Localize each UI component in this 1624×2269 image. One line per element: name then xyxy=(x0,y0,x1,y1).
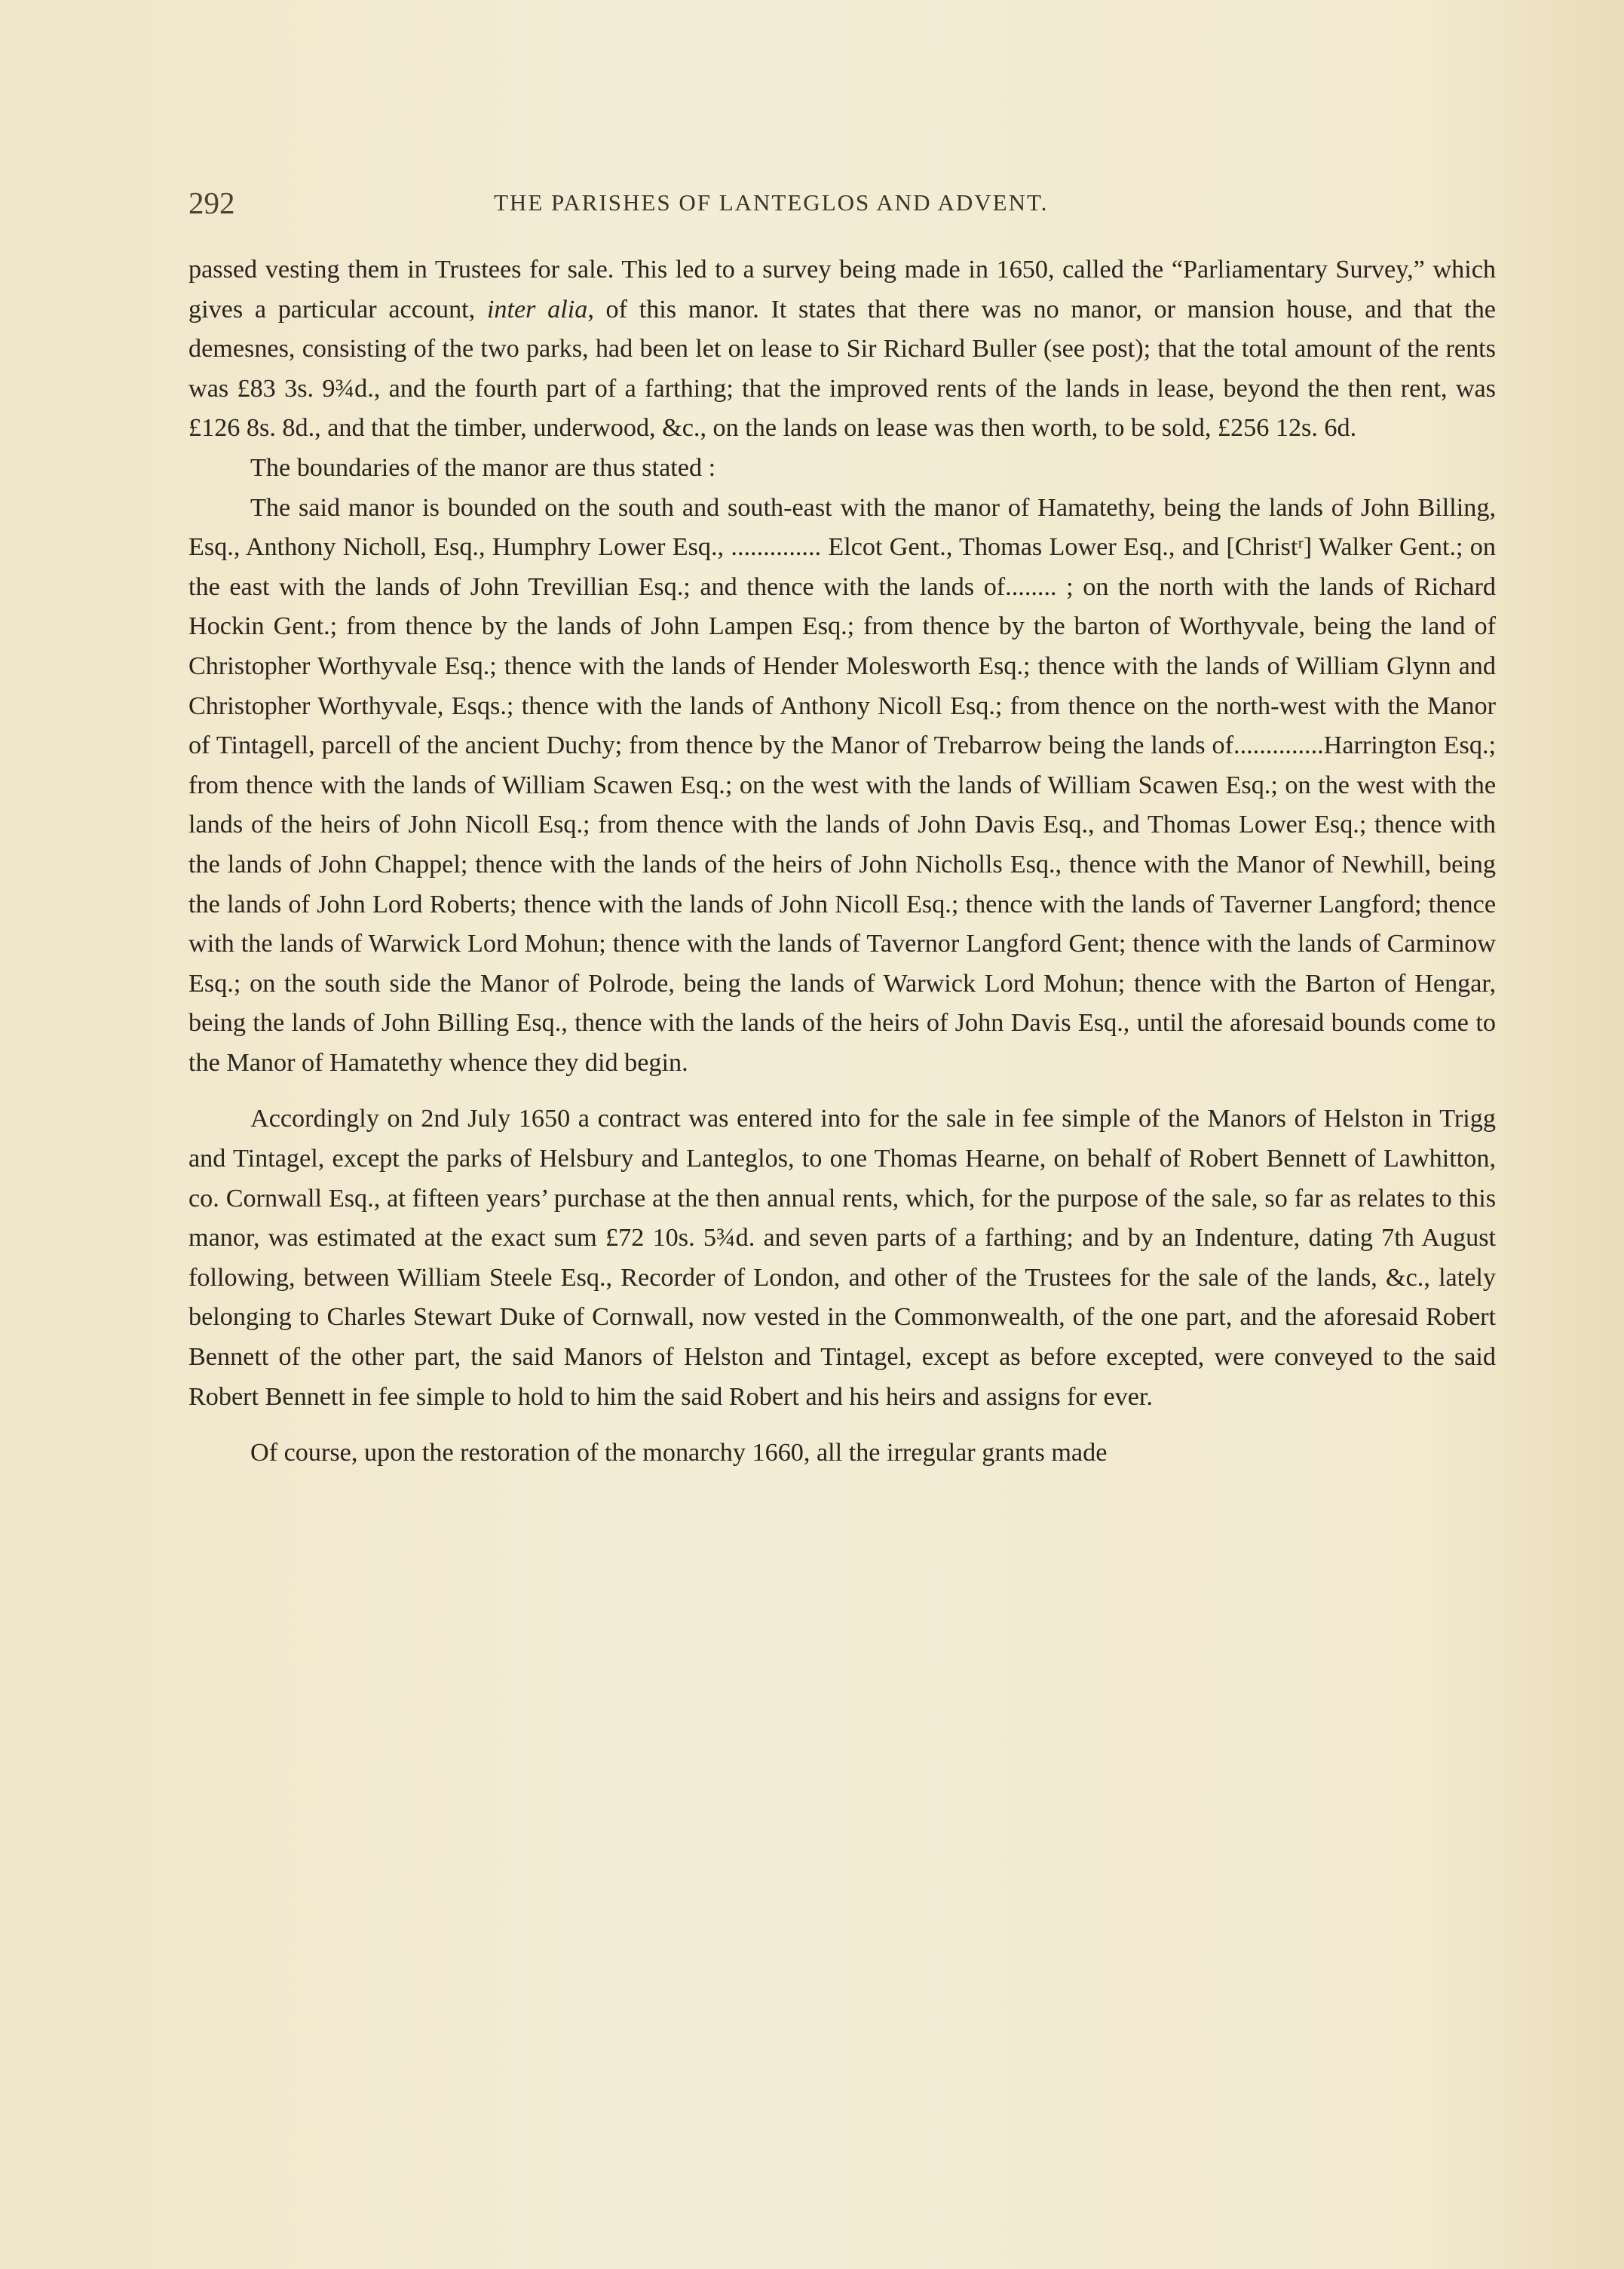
survey-text-start: passed vesting them in Trustees for sale. This led to a survey being made in 1650, called the “Parliamentary Survey,” which gives a particular account, xyxy=(188,256,1496,323)
paragraph-contract: Accordingly on 2nd July 1650 a contract was entered into for the sale in fee simple of the Manors of Helston in Trigg and Tintagel, except the parks of Helsbury and Lanteglos, to one Thomas Hearne, on behalf of Robert Bennett of Lawhitton, co. Cornwall Esq., at fifteen years’ purchase at the then annual rents, which, for the purpose of the sale, so far as relates to this manor, was estimated at the exact sum £72 10s. 5¾d. and seven parts of a farthing; and by an Indenture, dating 7th August following, between William Steele Esq., Recorder of London, and other of the Trustees for the sale of the lands, &c., lately belonging to Charles Stewart Duke of Cornwall, now vested in the Commonwealth, of the one part, and the aforesaid Robert Bennett of the other part, the said Manors of Helston and Tintagel, except as before excepted, were conveyed to the said Robert Bennett in fee simple to hold to him the said Robert and his heirs and assigns for ever. xyxy=(188,1105,1496,1411)
paragraph-restoration: Of course, upon the restoration of the monarchy 1660, all the irregular grants made xyxy=(250,1439,1108,1467)
paragraph-boundaries-intro: The boundaries of the manor are thus stated : xyxy=(250,453,716,482)
page-header xyxy=(188,185,1493,222)
paragraph-survey xyxy=(188,250,1496,449)
body-text xyxy=(188,250,1496,1473)
survey-text-end: , of this manor. It states that there was no manor, or mansion house, and that the demesnes, consisting of the two parks, had been let on lease to Sir Richard Buller (see post); that the total amount of the rents was £83 3s. 9¾d., and the fourth part of a farthing; that the improved rents of the lands in lease, beyond the then rent, was £126 8s. 8d., and that the timber, underwood, &c., on the lands on lease was then worth, to be sold, £256 12s. 6d. xyxy=(188,295,1496,443)
paragraph-boundaries: The said manor is bounded on the south and south-east with the manor of Hamatethy, being the lands of John Billing, Esq., Anthony Nicholl, Esq., Humphry Lower Esq., .............. Elcot Gent., Thomas Lower Esq., and [Christʳ] Walker Gent.; on the east with the lands of John Trevillian Esq.; and thence with the lands of........ ; on the north with the lands of Richard Hockin Gent.; from thence by the lands of John Lampen Esq.; from thence by the barton of Worthyvale, being the land of Christopher Worthyvale Esq.; thence with the lands of Hender Molesworth Esq.; thence with the lands of William Glynn and Christopher Worthyvale, Esqs.; thence with the lands of Anthony Nicoll Esq.; from thence on the north-west with the Manor of Tintagell, parcell of the ancient Duchy; from thence by the Manor of Trebarrow being the lands of..............Harrington Esq.; from thence with the lands of William Scawen Esq.; on the west with the lands of William Scawen Esq.; on the west with the lands of the heirs of John Nicoll Esq.; from thence with the lands of John Davis Esq., and Thomas Lower Esq.; thence with the lands of John Chappel; thence with the lands of the heirs of John Nicholls Esq., thence with the Manor of Newhill, being the lands of John Lord Roberts; thence with the lands of John Nicoll Esq.; thence with the lands of Taverner Langford; thence with the lands of Warwick Lord Mohun; thence with the lands of Tavernor Langford Gent; thence with the lands of Carminow Esq.; on the south side the Manor of Polrode, being the lands of Warwick Lord Mohun; thence with the Barton of Hengar, being the lands of John Billing Esq., thence with the lands of the heirs of John Davis Esq., until the aforesaid bounds come to the Manor of Hamatethy whence they did begin. xyxy=(188,493,1496,1077)
running-title: THE PARISHES OF LANTEGLOS AND ADVENT. xyxy=(494,189,1049,216)
survey-text-italic: inter alia xyxy=(486,295,588,323)
page-number: 292 xyxy=(188,186,235,220)
